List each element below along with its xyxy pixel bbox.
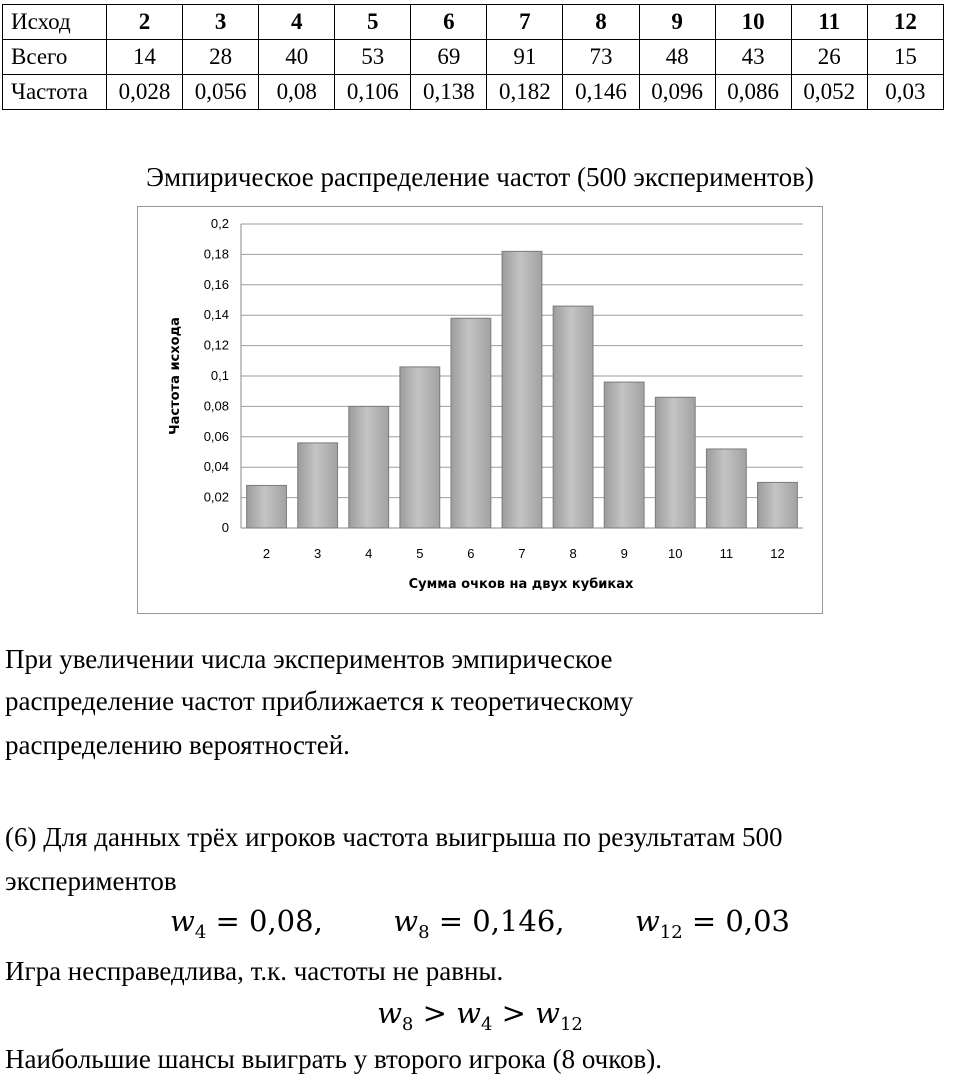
bar [298,443,338,528]
table-cell: 7 [487,5,563,40]
y-tick-labels [204,216,229,535]
x-tick-label: 3 [314,546,322,561]
y-tick-label: 0,08 [203,398,229,414]
bar [553,306,593,528]
row-header-outcome: Исход [3,5,107,40]
bar [349,406,389,528]
table-cell: 0,146 [563,75,639,110]
x-tick-labels [263,546,785,561]
y-tick-label: 0,02 [203,489,229,505]
table-cell: 91 [487,40,563,75]
y-tick-label: 0,1 [210,368,229,383]
y-tick-label: 0,16 [203,276,229,292]
formula-subscript: 4 [194,921,207,943]
table-cell: 0,086 [715,75,791,110]
table-cell: 2 [107,5,183,40]
y-tick-label: 0,14 [203,307,229,323]
table-cell: 14 [107,40,183,75]
formula-var: w [377,996,402,1030]
bar [655,397,695,528]
formula-operator: > [422,996,447,1030]
table-cell: 8 [563,5,639,40]
formula-inequality [0,996,960,1035]
table-cell: 0,182 [487,75,563,110]
formula-subscript: 8 [401,1013,414,1035]
x-tick-label: 8 [569,546,577,561]
y-tick-label: 0,2 [210,216,229,231]
bar [400,367,440,528]
table-cell: 69 [411,40,487,75]
table-cell: 28 [183,40,259,75]
frequency-table [2,4,944,110]
x-tick-label: 4 [365,546,373,561]
table-cell: 12 [867,5,943,40]
table-cell: 10 [715,5,791,40]
table-row-frequencies [3,75,944,110]
table-cell: 0,096 [639,75,715,110]
table-cell: 40 [259,40,335,75]
table-row-outcomes [3,5,944,40]
table-cell: 43 [715,40,791,75]
bar [706,449,746,528]
formula-var: w [535,996,560,1030]
formula-value: = 0,146, [438,904,565,938]
paragraph-line: распределению вероятностей. [5,730,350,760]
table-cell: 73 [563,40,639,75]
x-tick-label: 6 [467,546,475,561]
bar [502,251,542,528]
table-cell: 0,056 [183,75,259,110]
table-cell: 3 [183,5,259,40]
x-tick-label: 10 [668,546,683,561]
x-axis-label: Сумма очков на двух кубиках [408,577,634,592]
y-tick-label: 0 [221,520,229,535]
table-cell: 15 [867,40,943,75]
formula-var: w [393,904,419,938]
bars [247,251,798,528]
table-cell: 26 [791,40,867,75]
table-cell: 0,106 [335,75,411,110]
paragraph-line: экспериментов [5,866,177,896]
formula-var: w [634,904,660,938]
table-cell: 53 [335,40,411,75]
table-cell: 4 [259,5,335,40]
paragraph-line: распределение частот приближается к теоретическому [5,686,634,716]
formula-subscript: 12 [559,1013,583,1035]
y-tick-label: 0,06 [203,428,229,444]
table-cell: 5 [335,5,411,40]
bar [451,318,491,528]
bar [604,382,644,528]
table-cell: 0,138 [411,75,487,110]
table-cell: 9 [639,5,715,40]
bar-chart [137,206,823,614]
formula-var: w [456,996,481,1030]
formula-var: w [170,904,195,938]
table-cell: 0,028 [107,75,183,110]
x-tick-label: 2 [262,546,271,561]
table-cell: 6 [411,5,487,40]
x-tick-label: 7 [518,546,526,561]
y-tick-label: 0,18 [203,246,229,262]
bar [758,482,798,528]
formula-subscript: 12 [659,921,683,943]
row-header-frequency: Частота [3,75,107,110]
formula-subscript: 8 [418,921,430,943]
paragraph-line: Игра несправедлива, т.к. частоты не равны. [5,956,504,986]
bar [247,485,287,528]
formula-value: = 0,03 [691,904,790,938]
paragraph-line: Наибольшие шансы выиграть у второго игрока (8 очков). [5,1044,662,1074]
formula-subscript: 4 [480,1013,493,1035]
y-tick-label: 0,12 [203,337,229,353]
x-tick-label: 12 [770,546,785,561]
paragraph-line: (6) Для данных трёх игроков частота выигрыша по результатам 500 [5,822,783,852]
x-tick-label: 9 [620,546,628,561]
formula-operator: > [501,996,526,1030]
table-cell: 0,03 [867,75,943,110]
formula-frequencies [0,904,960,943]
table-cell: 0,052 [791,75,867,110]
x-tick-label: 11 [719,546,734,561]
y-axis-label: Частота исхода [168,317,183,435]
paragraph-line: При увеличении числа экспериментов эмпирическое [5,644,613,674]
table-row-totals [3,40,944,75]
y-tick-label: 0,04 [203,459,229,475]
x-tick-label: 5 [416,546,424,561]
table-cell: 0,08 [259,75,335,110]
table-cell: 48 [639,40,715,75]
formula-value: = 0,08, [215,904,323,938]
table-cell: 11 [791,5,867,40]
row-header-total: Всего [3,40,107,75]
chart-title: Эмпирическое распределение частот (500 экспериментов) [146,162,814,192]
